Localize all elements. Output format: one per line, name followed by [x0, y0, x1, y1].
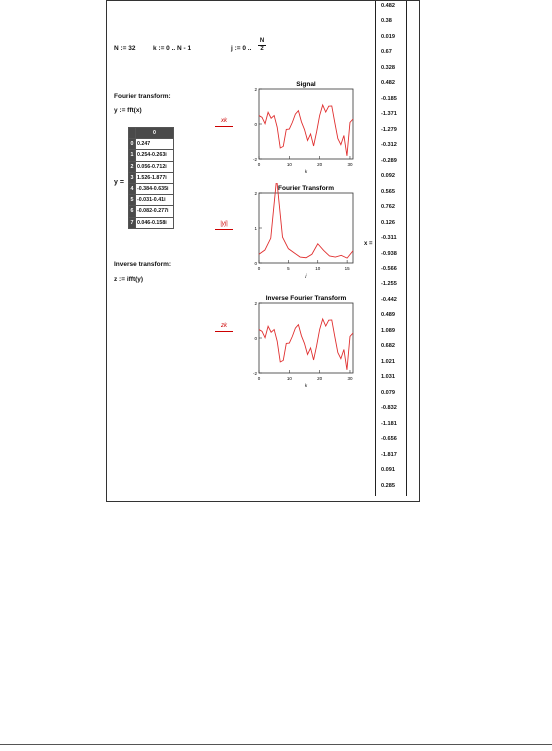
- fourier-title: Fourier transform:: [114, 93, 171, 100]
- x-vector: [375, 1, 407, 496]
- x-vector-value: 0.682: [381, 343, 395, 350]
- y-matrix-row: [129, 161, 174, 172]
- signal-y-label: [215, 118, 233, 127]
- x-vector-value: 1.031: [381, 374, 395, 381]
- fourier-y-label-text: |yj|: [220, 221, 228, 227]
- x-tick-label: 0: [257, 162, 261, 167]
- y-tick-label: 2: [254, 301, 257, 306]
- chart-title: Inverse Fourier Transform: [265, 295, 347, 302]
- plot-area: [259, 303, 353, 373]
- x-vector-value: -1.181: [381, 420, 397, 427]
- x-vector-value: 0.489: [381, 312, 395, 319]
- n-definition: N := 32: [114, 45, 136, 52]
- fourier-chart: [245, 183, 357, 281]
- x-vector-value: -0.312: [381, 142, 397, 149]
- y-matrix-row: [129, 150, 174, 161]
- y-matrix-index: 6: [129, 206, 136, 217]
- plot-area: [259, 193, 353, 263]
- x-vector-value: -0.289: [381, 157, 397, 164]
- inverse-title: Inverse transform:: [114, 261, 172, 268]
- k-definition: k := 0 .. N - 1: [153, 45, 192, 52]
- x-vector-value: 0.126: [381, 219, 395, 226]
- x-vector-value: 0.762: [381, 204, 395, 211]
- y-matrix-row: [129, 183, 174, 194]
- x-vector-value: 0.091: [381, 467, 395, 474]
- x-vector-value: 0.079: [381, 389, 395, 396]
- x-vector-value: -0.311: [381, 235, 397, 242]
- x-vector-value: -0.938: [381, 250, 397, 257]
- x-tick-label: 10: [286, 376, 292, 381]
- y-matrix-header: 0: [136, 128, 174, 139]
- y-matrix-index: 0: [129, 139, 136, 150]
- x-vector-value: -1.817: [381, 451, 397, 458]
- x-vector-value: -1.371: [381, 111, 397, 118]
- y-matrix-cell: -0.031-0.41i: [136, 195, 174, 206]
- y-tick-label: -2: [252, 157, 257, 162]
- x-tick-label: 0: [257, 376, 261, 381]
- y-matrix-index: 7: [129, 217, 136, 228]
- y-tick-label: 2: [254, 87, 257, 92]
- x-vector-value: 0.67: [381, 49, 392, 56]
- x-tick-label: 5: [287, 266, 290, 271]
- y-matrix-cell: 0.247: [136, 139, 174, 150]
- y-matrix-cell: -0.082-0.277i: [136, 206, 174, 217]
- y-matrix-index: 3: [129, 172, 136, 183]
- series-line: [259, 319, 353, 370]
- y-matrix-row: [129, 172, 174, 183]
- x-vector-value: -1.279: [381, 126, 397, 133]
- inverse-y-label-text: zk: [221, 323, 227, 329]
- chart-title: Signal: [296, 81, 316, 88]
- x-vector-value: -0.566: [381, 265, 397, 272]
- x-tick-label: 30: [347, 162, 353, 167]
- x-vector-value: -0.656: [381, 436, 397, 443]
- x-vector-value: 0.019: [381, 33, 395, 40]
- x-vector-value: 0.38: [381, 18, 392, 25]
- fourier-formula: y := fft(x): [114, 107, 142, 114]
- signal-chart: [245, 79, 357, 177]
- y-tick-label: 1: [254, 226, 257, 231]
- x-tick-label: 0: [257, 266, 261, 271]
- x-vector-value: 1.021: [381, 358, 395, 365]
- y-tick-label: 0: [254, 336, 257, 341]
- j-fraction-numerator: N: [259, 38, 265, 44]
- x-tick-label: 30: [347, 376, 353, 381]
- y-matrix-cell: -0.384-0.635i: [136, 183, 174, 194]
- y-matrix-cell: 0.056-0.712i: [136, 161, 174, 172]
- y-matrix-row: [129, 217, 174, 228]
- j-fraction: [258, 38, 266, 53]
- y-matrix-index: 2: [129, 161, 136, 172]
- plot-area: [259, 89, 353, 159]
- x-axis-label: k: [304, 383, 308, 388]
- x-vector-value: -1.255: [381, 281, 397, 288]
- inverse-formula: z := ifft(y): [114, 276, 144, 283]
- y-tick-label: 0: [254, 261, 257, 266]
- x-tick-label: 20: [317, 162, 323, 167]
- x-vector-value: 0.285: [381, 482, 395, 489]
- x-vector-value: -0.442: [381, 296, 397, 303]
- series-line: [259, 105, 353, 156]
- y-tick-label: 2: [254, 191, 257, 196]
- x-vector-value: -0.185: [381, 95, 397, 102]
- x-axis-label: j: [305, 273, 307, 278]
- inverse-chart: [245, 293, 357, 391]
- x-vector-value: 0.092: [381, 173, 395, 180]
- j-fraction-denominator: 2: [258, 45, 266, 53]
- y-matrix-corner: [129, 128, 136, 139]
- y-matrix-cell: 1.526-1.877i: [136, 172, 174, 183]
- x-axis-label: k: [304, 169, 308, 174]
- x-tick-label: 20: [317, 376, 323, 381]
- inverse-y-label: [215, 323, 233, 332]
- x-vector-label: x =: [364, 241, 373, 247]
- y-matrix-body: [129, 128, 174, 229]
- j-definition: j := 0 ..: [231, 45, 252, 52]
- y-matrix-row: [129, 195, 174, 206]
- x-tick-label: 10: [286, 162, 292, 167]
- y-matrix-header-row: [129, 128, 174, 139]
- x-vector-value: 0.482: [381, 3, 395, 9]
- series-line: [259, 183, 353, 258]
- x-vector-value: 0.565: [381, 188, 395, 195]
- x-tick-label: 10: [315, 266, 321, 271]
- y-matrix-cell: 0.254-0.263i: [136, 150, 174, 161]
- worksheet-frame: [106, 0, 420, 502]
- y-tick-label: 0: [254, 122, 257, 127]
- y-matrix-index: 5: [129, 195, 136, 206]
- x-tick-label: 15: [344, 266, 350, 271]
- y-matrix-index: 1: [129, 150, 136, 161]
- x-vector-value: 1.089: [381, 327, 395, 334]
- y-matrix-label: y =: [114, 179, 124, 186]
- page-divider: [0, 744, 552, 745]
- chart-title: Fourier Transform: [278, 185, 334, 192]
- x-vector-value: 0.328: [381, 64, 395, 71]
- fourier-y-label: [215, 221, 233, 230]
- y-matrix-cell: 0.046-0.158i: [136, 217, 174, 228]
- signal-y-label-text: xk: [221, 118, 227, 124]
- x-vector-value: 0.482: [381, 80, 395, 87]
- y-matrix-row: [129, 139, 174, 150]
- y-tick-label: -2: [252, 371, 257, 376]
- y-matrix-index: 4: [129, 183, 136, 194]
- x-vector-value: -0.832: [381, 405, 397, 412]
- y-matrix: [128, 127, 174, 229]
- y-matrix-row: [129, 206, 174, 217]
